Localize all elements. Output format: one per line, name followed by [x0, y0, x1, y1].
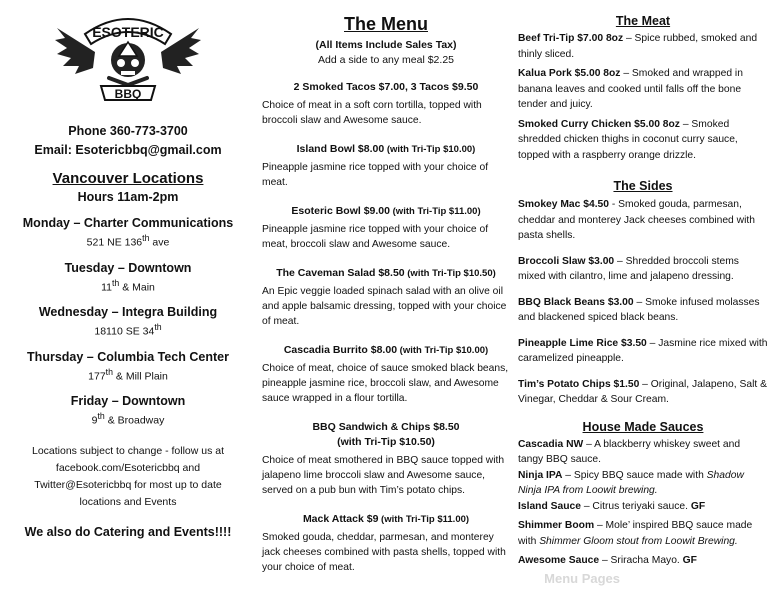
logo-top-text: ESOTERIC	[92, 24, 164, 40]
sauce-item: Island Sauce – Citrus teriyaki sauce. GF	[518, 500, 706, 512]
sauce-item: Cascadia NW – A blackberry whiskey sweet and tangy BBQ sauce.	[518, 438, 741, 465]
phone-number: Phone 360-773-3700	[68, 124, 188, 138]
location-address: 18110 SE 34th	[94, 322, 162, 338]
locations-title: Vancouver Locations	[52, 170, 204, 187]
menu-item-desc: Choice of meat smothered in BBQ sauce topped with jalapeno lime broccoli slaw and Awesome sauce, served on a pub bun with Tim’s potato chips.	[262, 455, 505, 496]
menu-subtitle: (All Items Include Sales Tax)	[315, 39, 457, 51]
menu-item	[262, 204, 510, 252]
location-day: Wednesday – Integra Building	[38, 305, 218, 319]
sides-column	[518, 0, 768, 569]
location-item	[0, 216, 256, 249]
sides-title: The Sides	[613, 179, 673, 193]
menu-item-desc: Choice of meat in a soft corn tortilla, topped with broccoli slaw and Awesome sauce.	[262, 100, 482, 126]
menu-item	[262, 266, 510, 329]
sauces-title: House Made Sauces	[582, 419, 704, 434]
location-item	[0, 305, 256, 338]
meat-item: Kalua Pork $5.00 8oz – Smoked and wrapped in banana leaves and cooked until falls off the bone tender and juicy.	[518, 68, 743, 110]
sauce-item: Awesome Sauce – Sriracha Mayo. GF	[518, 555, 697, 566]
menu-item-name: Esoteric Bowl $9.00 (with Tri-Tip $11.00)	[291, 205, 481, 217]
menu-item	[262, 512, 510, 575]
location-day: Monday – Charter Communications	[22, 216, 234, 230]
menu-item	[262, 343, 510, 406]
meat-item: Smoked Curry Chicken $5.00 8oz – Smoked shredded chicken thighs in coconut curry sauce, topped with a raspberry orange drizzle.	[518, 118, 738, 161]
info-column	[0, 0, 256, 539]
meat-title: The Meat	[615, 14, 671, 28]
menu-item-name: BBQ Sandwich & Chips $8.50 (with Tri-Tip $10.50)	[312, 421, 460, 448]
menu-item-name: Mack Attack $9 (with Tri-Tip $11.00)	[302, 513, 470, 525]
esoteric-bbq-logo	[53, 8, 203, 108]
menu-item-name: Cascadia Burrito $8.00 (with Tri-Tip $10.00)	[283, 344, 489, 356]
menu-item	[262, 420, 510, 498]
location-address: 521 NE 136th ave	[86, 233, 170, 249]
location-item	[0, 394, 256, 427]
menu-column	[262, 0, 510, 575]
location-address: 177th & Mill Plain	[88, 366, 168, 382]
menu-item-desc: Smoked gouda, cheddar, parmesan, and monterey jack cheeses combined with pasta shells, topped with your choice of meat.	[262, 532, 506, 573]
menu-item-name: Island Bowl $8.00 (with Tri-Tip $10.00)	[296, 143, 476, 155]
menu-item-name: 2 Smoked Tacos $7.00, 3 Tacos $9.50	[293, 81, 479, 93]
location-item	[0, 261, 256, 294]
menu-title: The Menu	[344, 14, 428, 34]
side-item: Smokey Mac $4.50 - Smoked gouda, parmesan, cheddar and monterey Jack cheeses combined with pasta shells.	[518, 199, 755, 241]
contact-block	[0, 122, 256, 160]
side-item: BBQ Black Beans $3.00 – Smoke infused molasses and blackened spiced black beans.	[518, 296, 760, 323]
sauce-item: Ninja IPA – Spicy BBQ sauce made with Shadow Ninja IPA from Loowit brewing.	[518, 469, 744, 496]
location-item	[0, 350, 256, 383]
location-day: Thursday – Columbia Tech Center	[27, 349, 229, 364]
location-address: 11th & Main	[101, 277, 155, 293]
hours-text: Hours 11am-2pm	[77, 190, 179, 204]
menu-item	[262, 142, 510, 190]
location-day: Tuesday – Downtown	[64, 260, 192, 275]
catering-text: We also do Catering and Events!!!!	[24, 524, 232, 539]
menu-side-note: Add a side to any meal $2.25	[317, 54, 454, 66]
side-item: Pineapple Lime Rice $3.50 – Jasmine rice mixed with caramelized pineapple.	[518, 337, 768, 364]
menu-item	[262, 80, 510, 128]
location-address: 9th & Broadway	[91, 411, 165, 427]
watermark: Menu Pages	[544, 571, 620, 586]
location-day: Friday – Downtown	[70, 394, 186, 408]
email-address: Email: Esotericbbq@gmail.com	[34, 143, 222, 157]
menu-item-name: The Caveman Salad $8.50 (with Tri-Tip $10.50)	[276, 267, 496, 279]
side-item: Broccoli Slaw $3.00 – Shredded broccoli stems mixed with cilantro, lime and jalapeno dressing.	[518, 255, 739, 282]
locations-note: Locations subject to change - follow us at facebook.com/Esotericbbq and Twitter@Esotericbbq for most up to date locations and Events	[31, 444, 225, 508]
side-item: Tim’s Potato Chips $1.50 – Original, Jalapeno, Salt & Vinegar, Cheddar & Sour Cream.	[518, 378, 767, 405]
logo-bottom-text: BBQ	[114, 87, 142, 101]
menu-item-desc: An Epic veggie loaded spinach salad with an olive oil and apple balsamic dressing, topped with your choice of meat.	[262, 286, 507, 327]
meat-item: Beef Tri-Tip $7.00 8oz – Spice rubbed, smoked and thinly sliced.	[518, 33, 758, 60]
menu-item-desc: Choice of meat, choice of sauce smoked black beans, pineapple jasmine rice, broccoli slaw, and Awesome sauce wrapped in a flour tortilla.	[262, 363, 509, 404]
menu-item-desc: Pineapple jasmine rice topped with your choice of meat.	[262, 162, 489, 188]
location-list	[0, 216, 256, 427]
menu-item-desc: Pineapple jasmine rice topped with your choice of meat, broccoli slaw and Awesome sauce.	[262, 224, 489, 250]
sauce-item: Shimmer Boom – Mole’ inspired BBQ sauce made with Shimmer Gloom stout from Loowit Brewing.	[518, 520, 753, 547]
